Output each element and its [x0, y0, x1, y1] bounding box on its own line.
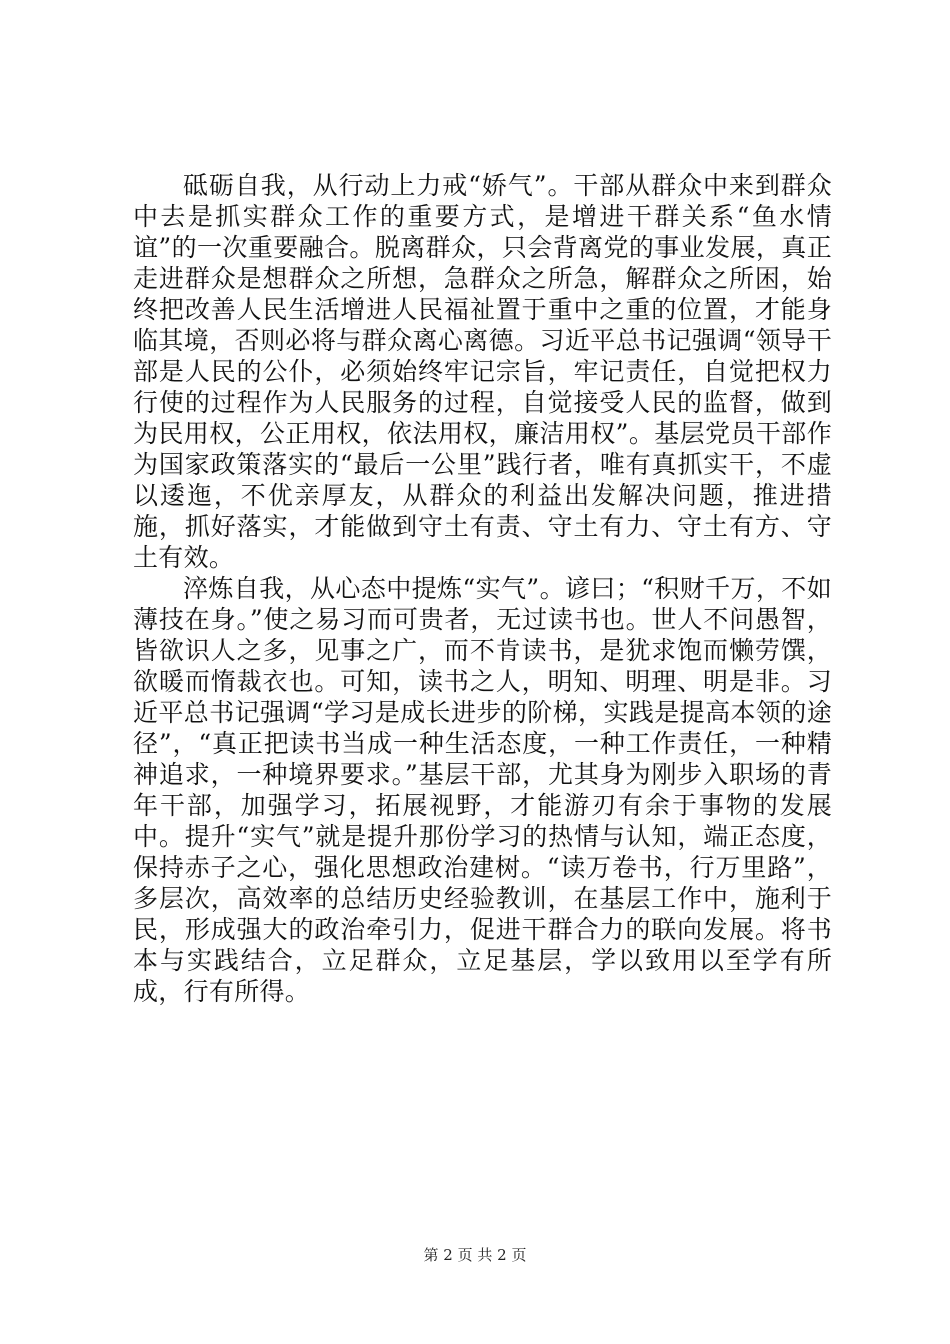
paragraph-1: 砥砺自我，从行动上力戒“娇气”。干部从群众中来到群众中去是抓实群众工作的重要方式，是增进干群关系“鱼水情谊”的一次重要融合。脱离群众，只会背离党的事业发展，真正走进群众是想群众之所想，急群众之所急，解群众之所困，始终把改善人民生活增进人民福祉置于重中之重的位置，才能身临其境，否则必将与群众离心离德。习近平总书记强调“领导干部是人民的公仆，必须始终牢记宗旨，牢记责任，自觉把权力行使的过程作为人民服务的过程，自觉接受人民的监督，做到为民用权，公正用权，依法用权，廉洁用权”。基层党员干部作为国家政策落实的“最后一公里”践行者，唯有真抓实干，不虚以逶迤，不优亲厚友，从群众的利益出发解决问题，推进措施，抓好落实，才能做到守土有责、守土有力、守土有方、守土有效。	[133, 171, 832, 572]
document-body	[133, 170, 832, 1007]
paragraph-2: 淬炼自我，从心态中提炼“实气”。谚曰；“积财千万，不如薄技在身。”使之易习而可贵者，无过读书也。世人不问愚智，皆欲识人之多，见事之广，而不肯读书，是犹求饱而懒劳馔，欲暖而惰裁衣也。可知，读书之人，明知、明理、明是非。习近平总书记强调“学习是成长进步的阶梯，实践是提高本领的途径”，“真正把读书当成一种生活态度，一种工作责任，一种精神追求，一种境界要求。”基层干部，尤其身为刚步入职场的青年干部，加强学习，拓展视野，才能游刃有余于事物的发展中。提升“实气”就是提升那份学习的热情与认知，端正态度，保持赤子之心，强化思想政治建树。“读万卷书，行万里路”，多层次，高效率的总结历史经验教训，在基层工作中，施利于民，形成强大的政治牵引力，促进干群合力的联向发展。将书本与实践结合，立足群众，立足基层，学以致用以至学有所成，行有所得。	[133, 574, 832, 1006]
page-footer: 第 2 页 共 2 页	[423, 1246, 527, 1264]
